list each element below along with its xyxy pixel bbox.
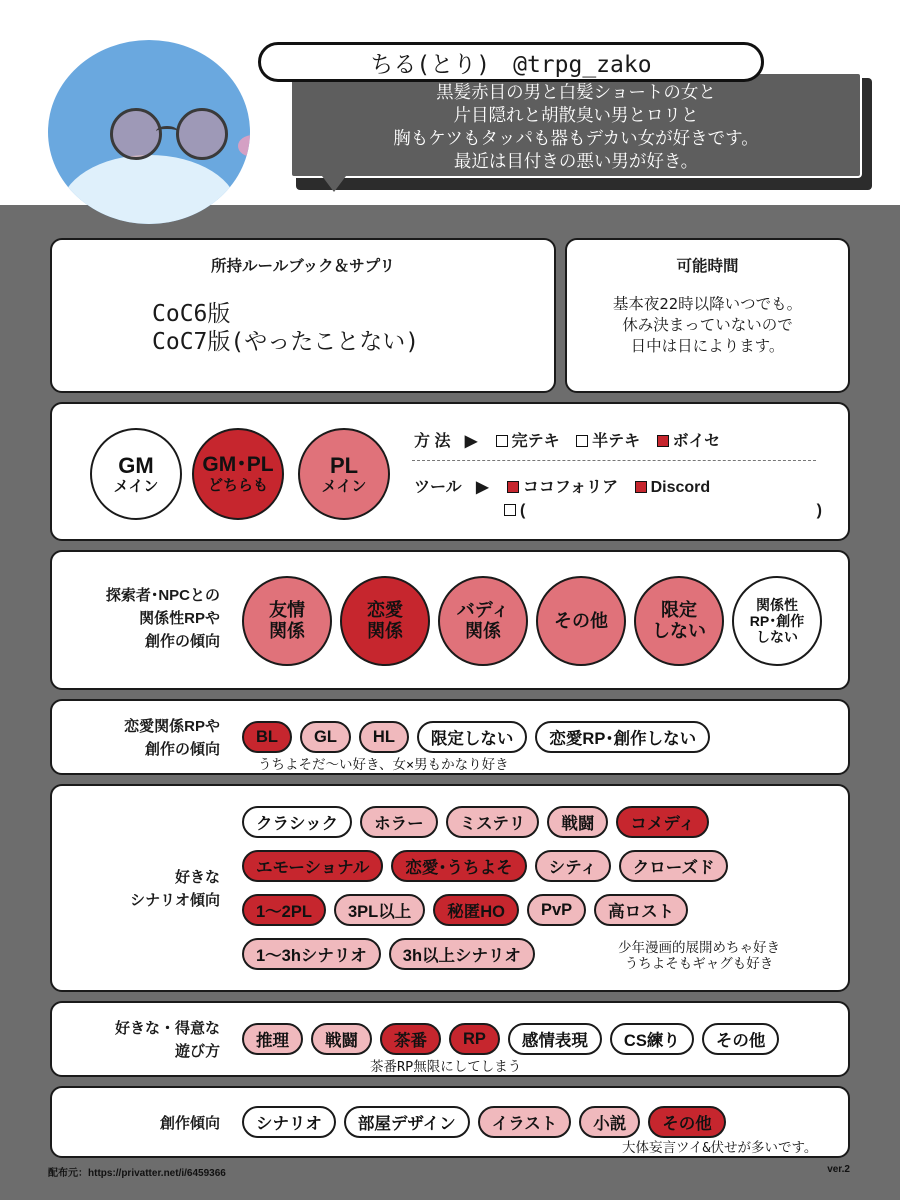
availability-line: 基本夜22時以降いつでも。 (612, 295, 803, 313)
availability-title: 可能時間 (676, 258, 739, 275)
scenario-pill: 秘匿HO (433, 894, 519, 926)
play-pill: その他 (702, 1023, 780, 1055)
relation-other: その他 (536, 576, 626, 666)
availability-line: 日中は日によります。 (630, 337, 785, 355)
tool-other-open: ( (520, 502, 526, 519)
role-pl-main-top: PL (329, 452, 359, 478)
scenario-pill: ホラー (360, 806, 438, 838)
relations-card (50, 550, 850, 690)
glasses-right-icon (176, 108, 228, 160)
method-option: 半テキ (576, 433, 640, 450)
romance-label: 恋愛関係RPや 創作の傾向 (124, 718, 220, 758)
checkbox-checked-icon (507, 481, 519, 493)
checkbox-checked-icon (635, 481, 647, 493)
checkbox-checked-icon (657, 435, 669, 447)
relation-no-limit: 限定 しない (634, 576, 724, 666)
scenario-row (242, 806, 709, 838)
play-pills (242, 1023, 779, 1055)
tool-other-row (504, 502, 822, 520)
rulebook-item: CoC6版 (152, 301, 231, 327)
rulebooks-card (50, 238, 556, 393)
role-both-bottom: どちらも (207, 477, 268, 495)
creation-pill: 小説 (579, 1106, 640, 1138)
relations-label: 探索者･NPCとの 関係性RPや 創作の傾向 (105, 587, 220, 650)
creation-pills (242, 1106, 726, 1138)
scenario-note: 少年漫画的展開めちゃ好き うちよそもギャグも好き (618, 940, 780, 972)
source-link[interactable]: 配布元：https://privatter.net/i/6459366 (48, 1168, 226, 1179)
avatar-belly (60, 155, 238, 224)
creation-pill: イラスト (478, 1106, 572, 1138)
scenario-row (242, 894, 688, 926)
scenario-pill: シティ (535, 850, 611, 882)
scenario-pill: ミステリ (446, 806, 540, 838)
scenario-label: 好きな シナリオ傾向 (130, 869, 220, 909)
bio-line: 黒髪赤目の男と白髪ショートの女と (436, 83, 716, 103)
creation-label: 創作傾向 (159, 1115, 220, 1132)
role-pl-main (298, 428, 390, 520)
role-gm-main (90, 428, 182, 520)
creation-pill: その他 (648, 1106, 726, 1138)
creation-pill: シナリオ (242, 1106, 336, 1138)
relation-buddy: バディ 関係 (438, 576, 528, 666)
romance-pill: 恋愛RP･創作しない (535, 721, 710, 753)
scenario-pill: 1〜2PL (242, 894, 326, 926)
romance-card (50, 699, 850, 775)
tool-label: ツール (414, 479, 462, 496)
availability-card (565, 238, 850, 393)
play-card (50, 1001, 850, 1077)
play-label: 好きな・得意な 遊び方 (114, 1020, 220, 1060)
scenario-pill: 戦闘 (547, 806, 608, 838)
romance-pill: GL (300, 721, 351, 753)
bio-line: 片目隠れと胡散臭い男とロリと (453, 106, 699, 126)
bio-bubble (290, 72, 862, 178)
romance-pill: 限定しない (417, 721, 528, 753)
scenario-pill: クラシック (242, 806, 352, 838)
glasses-left-icon (110, 108, 162, 160)
profile-name: ちる(とり) @trpg_zako (258, 42, 764, 82)
method-option: 完テキ (496, 433, 560, 450)
arrow-right-icon: ▶ (476, 479, 489, 496)
tool-other-close: ) (816, 502, 822, 519)
relation-romance: 恋愛 関係 (340, 576, 430, 666)
method-divider (412, 460, 816, 461)
play-pill: 感情表現 (508, 1023, 602, 1055)
scenario-pill: 3h以上シナリオ (389, 938, 535, 970)
arrow-right-icon: ▶ (464, 433, 478, 450)
role-gm-main-top: GM (118, 452, 154, 478)
bio-line: 胸もケツもタッパも器もデカい女が好きです。 (393, 129, 759, 149)
relation-none: 関係性 RP･創作 しない (732, 576, 822, 666)
checkbox-icon (496, 435, 508, 447)
romance-pills (242, 721, 710, 753)
checkbox-icon (504, 504, 516, 516)
relation-friendship: 友情 関係 (242, 576, 332, 666)
scenario-pill: PvP (527, 894, 586, 926)
romance-note: うちよそだ〜い好き、女×男もかなり好き (258, 757, 509, 773)
romance-pill: BL (242, 721, 292, 753)
avatar (48, 40, 250, 224)
method-option: ボイセ (657, 433, 721, 450)
scenario-row (242, 850, 728, 882)
method-row (414, 428, 732, 451)
creation-card (50, 1086, 850, 1158)
romance-pill: HL (359, 721, 409, 753)
scenario-pill: 高ロスト (594, 894, 688, 926)
scenario-pill: 1〜3hシナリオ (242, 938, 381, 970)
bio-line: 最近は目付きの悪い男が好き。 (453, 152, 699, 172)
scenario-card (50, 784, 850, 992)
scenario-pill: 恋愛･うちよそ (391, 850, 526, 882)
scenario-pill: エモーショナル (242, 850, 383, 882)
scenario-pill: クローズド (619, 850, 729, 882)
play-note: 茶番RP無限にしてしまう (370, 1059, 522, 1075)
tool-row (414, 474, 722, 497)
tool-option: Discord (635, 479, 711, 496)
role-card (50, 402, 850, 541)
version-label: ver.2 (827, 1164, 850, 1175)
role-pl-main-bottom: メイン (321, 478, 367, 496)
avatar-blush (238, 135, 250, 157)
scenario-pill: 3PL以上 (334, 894, 425, 926)
rulebooks-list (152, 300, 419, 356)
bio-bubble-tail (322, 176, 346, 192)
tool-option: ココフォリア (507, 479, 618, 496)
scenario-pill: コメディ (616, 806, 709, 838)
rulebooks-title: 所持ルールブック＆サプリ (211, 258, 395, 275)
role-both-top: GM･PL (202, 453, 274, 477)
play-pill: 戦闘 (311, 1023, 372, 1055)
role-both (192, 428, 284, 520)
play-pill: RP (449, 1023, 500, 1055)
play-pill: CS練り (610, 1023, 694, 1055)
checkbox-icon (576, 435, 588, 447)
scenario-row (242, 938, 535, 970)
role-gm-main-bottom: メイン (113, 478, 159, 496)
method-label: 方 法 (414, 433, 451, 450)
play-pill: 茶番 (380, 1023, 441, 1055)
availability-text (567, 294, 848, 357)
play-pill: 推理 (242, 1023, 303, 1055)
creation-pill: 部屋デザイン (344, 1106, 470, 1138)
creation-note: 大体妄言ツイ&伏せが多いです。 (622, 1140, 818, 1156)
glasses-bridge-icon (156, 126, 178, 137)
availability-line: 休み決まっていないので (622, 316, 793, 334)
rulebook-item: CoC7版(やったことない) (152, 329, 420, 355)
